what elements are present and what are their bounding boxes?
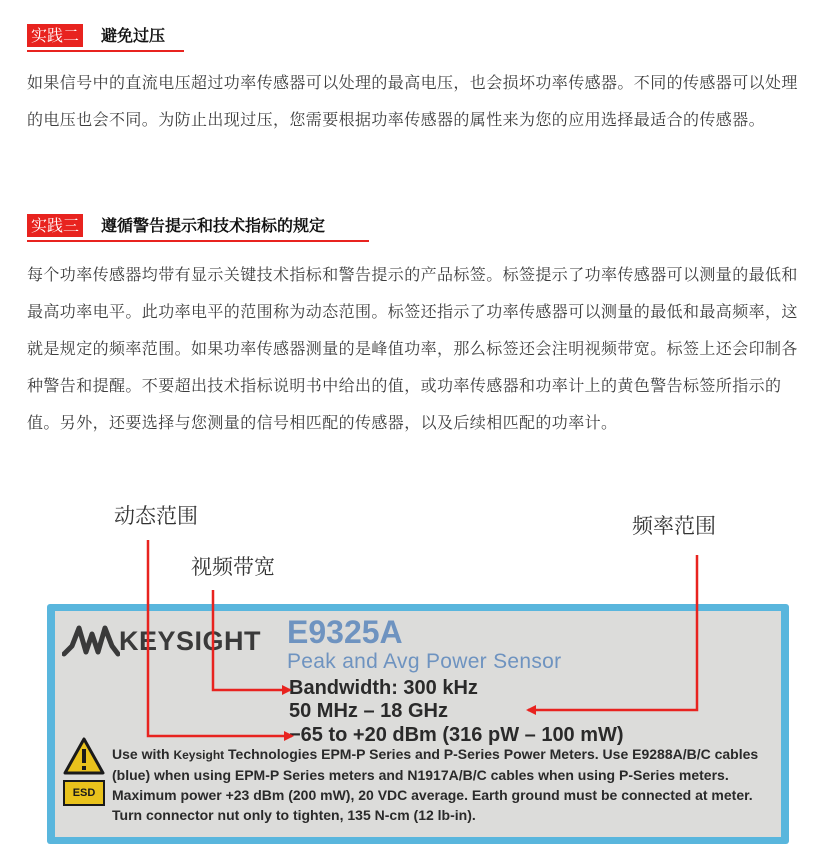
brand-logo-text: KEYSIGHT (119, 626, 262, 656)
spec-frequency: 50 MHz – 18 GHz (289, 700, 448, 722)
fine-print-brand: Keysight (173, 748, 225, 762)
spec-bandwidth: Bandwidth: 300 kHz (289, 677, 478, 699)
arrow-dynamic-range (148, 540, 292, 736)
section-title: 遵循警告提示和技术指标的规定 (101, 216, 326, 235)
section-badge: 实践三 (27, 214, 83, 237)
esd-warning-icon: ESD (63, 780, 105, 806)
section-badge: 实践二 (27, 24, 83, 47)
section-body-paragraph: 每个功率传感器均带有显示关键技术指标和警告提示的产品标签。标签提示了功率传感器可以测量的最低和最高功率电平。此功率电平的范围称为动态范围。标签还指示了功率传感器可以测量的最低和最高频率，这就是规定的频率范围。如果功率传感器测量的是峰值功率，那么标签还会注明视频带宽。标签上还会印制各种警告和提醒。不要超出技术指标说明书中给出的值，或功率传感器和功率计上的黄色警告标签所指示的值。另外，还要选择与您测量的信号相匹配的传感器，以及后续相匹配的功率计。 (27, 265, 798, 432)
callout-dynamic-range: 动态范围 (114, 504, 198, 528)
callout-video-bandwidth: 视频带宽 (191, 555, 275, 579)
callout-frequency-range: 频率范围 (632, 514, 716, 538)
section-body-paragraph: 如果信号中的直流电压超过功率传感器可以处理的最高电压，也会损坏功率传感器。不同的传感器可以处理的电压也会不同。为防止出现过压，您需要根据功率传感器的属性来为您的应用选择最适合的传感器。 (27, 73, 798, 129)
model-number: E9325A (287, 614, 403, 650)
fine-print-text: Technologies EPM-P Series and P-Series Power Meters. Use E9288A/B/C cables (blue) when using EPM-P Series meters and N1917A/B/C cables when using P-Series meters. Maximum power +23 dBm (200 mW), 20 VDC average. Earth ground must be connected at meter. Turn connector nut only to tighten, 135 N-cm (12 lb-in). (112, 746, 759, 823)
fine-print-prefix: Use with (112, 746, 174, 762)
sensor-name: Peak and Avg Power Sensor (287, 650, 562, 673)
arrow-video-bandwidth (213, 590, 290, 690)
arrow-frequency-range (528, 555, 697, 710)
section-title: 避免过压 (101, 26, 166, 45)
spec-power-range: −65 to +20 dBm (316 pW – 100 mW) (289, 724, 624, 746)
